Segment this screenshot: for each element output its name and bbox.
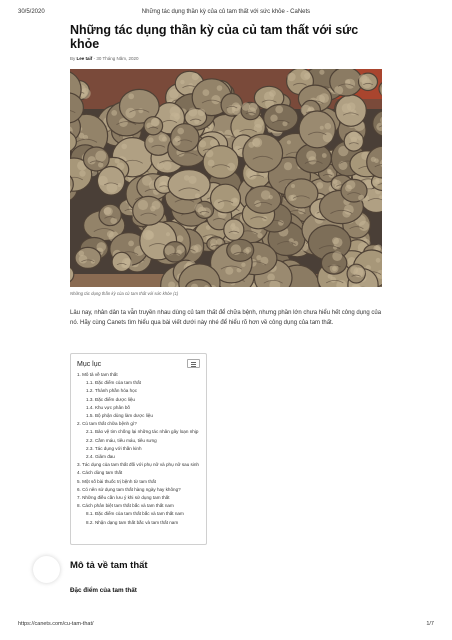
toc-item[interactable]: 1.1. Đặc điểm của tam thất (86, 380, 141, 386)
author-link[interactable]: Lee taif (76, 56, 93, 61)
avatar (33, 556, 60, 583)
toc-item[interactable]: 8.1. Đặc điểm của tam thất bắc và tam thất nam (86, 511, 184, 517)
byline (70, 56, 139, 61)
hero-image (70, 69, 382, 287)
toc-title: Mục lục (77, 361, 102, 368)
image-caption: Những tác dụng thần kỳ của củ tam thất với sức khỏe (1) (70, 291, 179, 296)
toc-list (77, 371, 200, 527)
article-title: Những tác dụng thần kỳ của củ tam thất với sức khỏe (70, 23, 359, 51)
toc-item[interactable]: 5. Một số bài thuốc trị bệnh từ tam thất (77, 478, 156, 484)
toc-item[interactable]: 8. Cách phân biệt tam thất bắc và tam thất nam (77, 503, 174, 509)
toc-item[interactable]: 1.3. Đặc điểm dược liệu (86, 396, 135, 402)
table-of-contents (70, 353, 207, 545)
print-url: https://canets.com/cu-tam-that/ (18, 621, 94, 627)
toc-item[interactable]: 7. Những điều cần lưu ý khi sử dụng tam thất (77, 495, 170, 501)
toc-item[interactable]: 1.5. Bộ phận dùng làm dược liệu (86, 413, 153, 419)
publish-date: 30 Tháng Năm, 2020 (96, 56, 139, 61)
toc-item[interactable]: 4. Cách dùng tam thất (77, 470, 123, 476)
toc-item[interactable]: 6. Có nên sử dụng tam thất hàng ngày hay không? (77, 486, 181, 492)
toc-item[interactable]: 1.2. Thành phần hóa học (86, 388, 137, 394)
toc-item[interactable]: 2.2. Cầm máu, tiêu máu, tiêu sưng (86, 437, 157, 443)
print-header (18, 9, 434, 19)
toc-item[interactable]: 2.3. Tác dụng với thần kinh (86, 445, 142, 451)
section-heading: Mô tả về tam thất (70, 560, 148, 571)
toc-item[interactable]: 3. Tác dụng của tam thất đối với phụ nữ và phụ nữ sau sinh (77, 462, 199, 468)
intro-paragraph: Lâu nay, nhân dân ta vẫn truyền nhau dùng củ tam thất để chữa bệnh, nhưng phần lớn chưa hiểu hết công dụng của nó. Hãy cùng Canets tìm hiểu qua bài viết dưới này nhé để hiểu rõ hơn về công dụng của tam thất. (70, 310, 382, 327)
print-doc-title: Những tác dụng thần kỳ của củ tam thất với sức khỏe - CaNets (141, 9, 311, 15)
toc-item[interactable]: 1.4. Khu vực phân bố (86, 404, 130, 410)
byline-prefix: By (70, 56, 76, 61)
tam-that-roots-photo (70, 69, 382, 287)
toc-item[interactable]: 1. Mô tả về tam thất (77, 372, 118, 377)
toc-item[interactable]: 8.2. Nhận dạng tam thất bắc và tam thất nam (86, 519, 179, 525)
subsection-heading: Đặc điểm của tam thất (70, 587, 137, 594)
print-date: 30/5/2020 (18, 9, 45, 15)
toc-item[interactable]: 2.4. Giảm đau (86, 454, 115, 460)
toc-toggle-icon[interactable] (187, 359, 200, 368)
page-number: 1/7 (426, 621, 434, 627)
toc-item[interactable]: 2.1. Bảo vệ tim chống lại những tác nhân gây loạn nhịp (86, 429, 199, 435)
byline-separator: - (93, 56, 96, 61)
toc-item[interactable]: 2. Củ tam thất chữa bệnh gì? (77, 421, 137, 427)
